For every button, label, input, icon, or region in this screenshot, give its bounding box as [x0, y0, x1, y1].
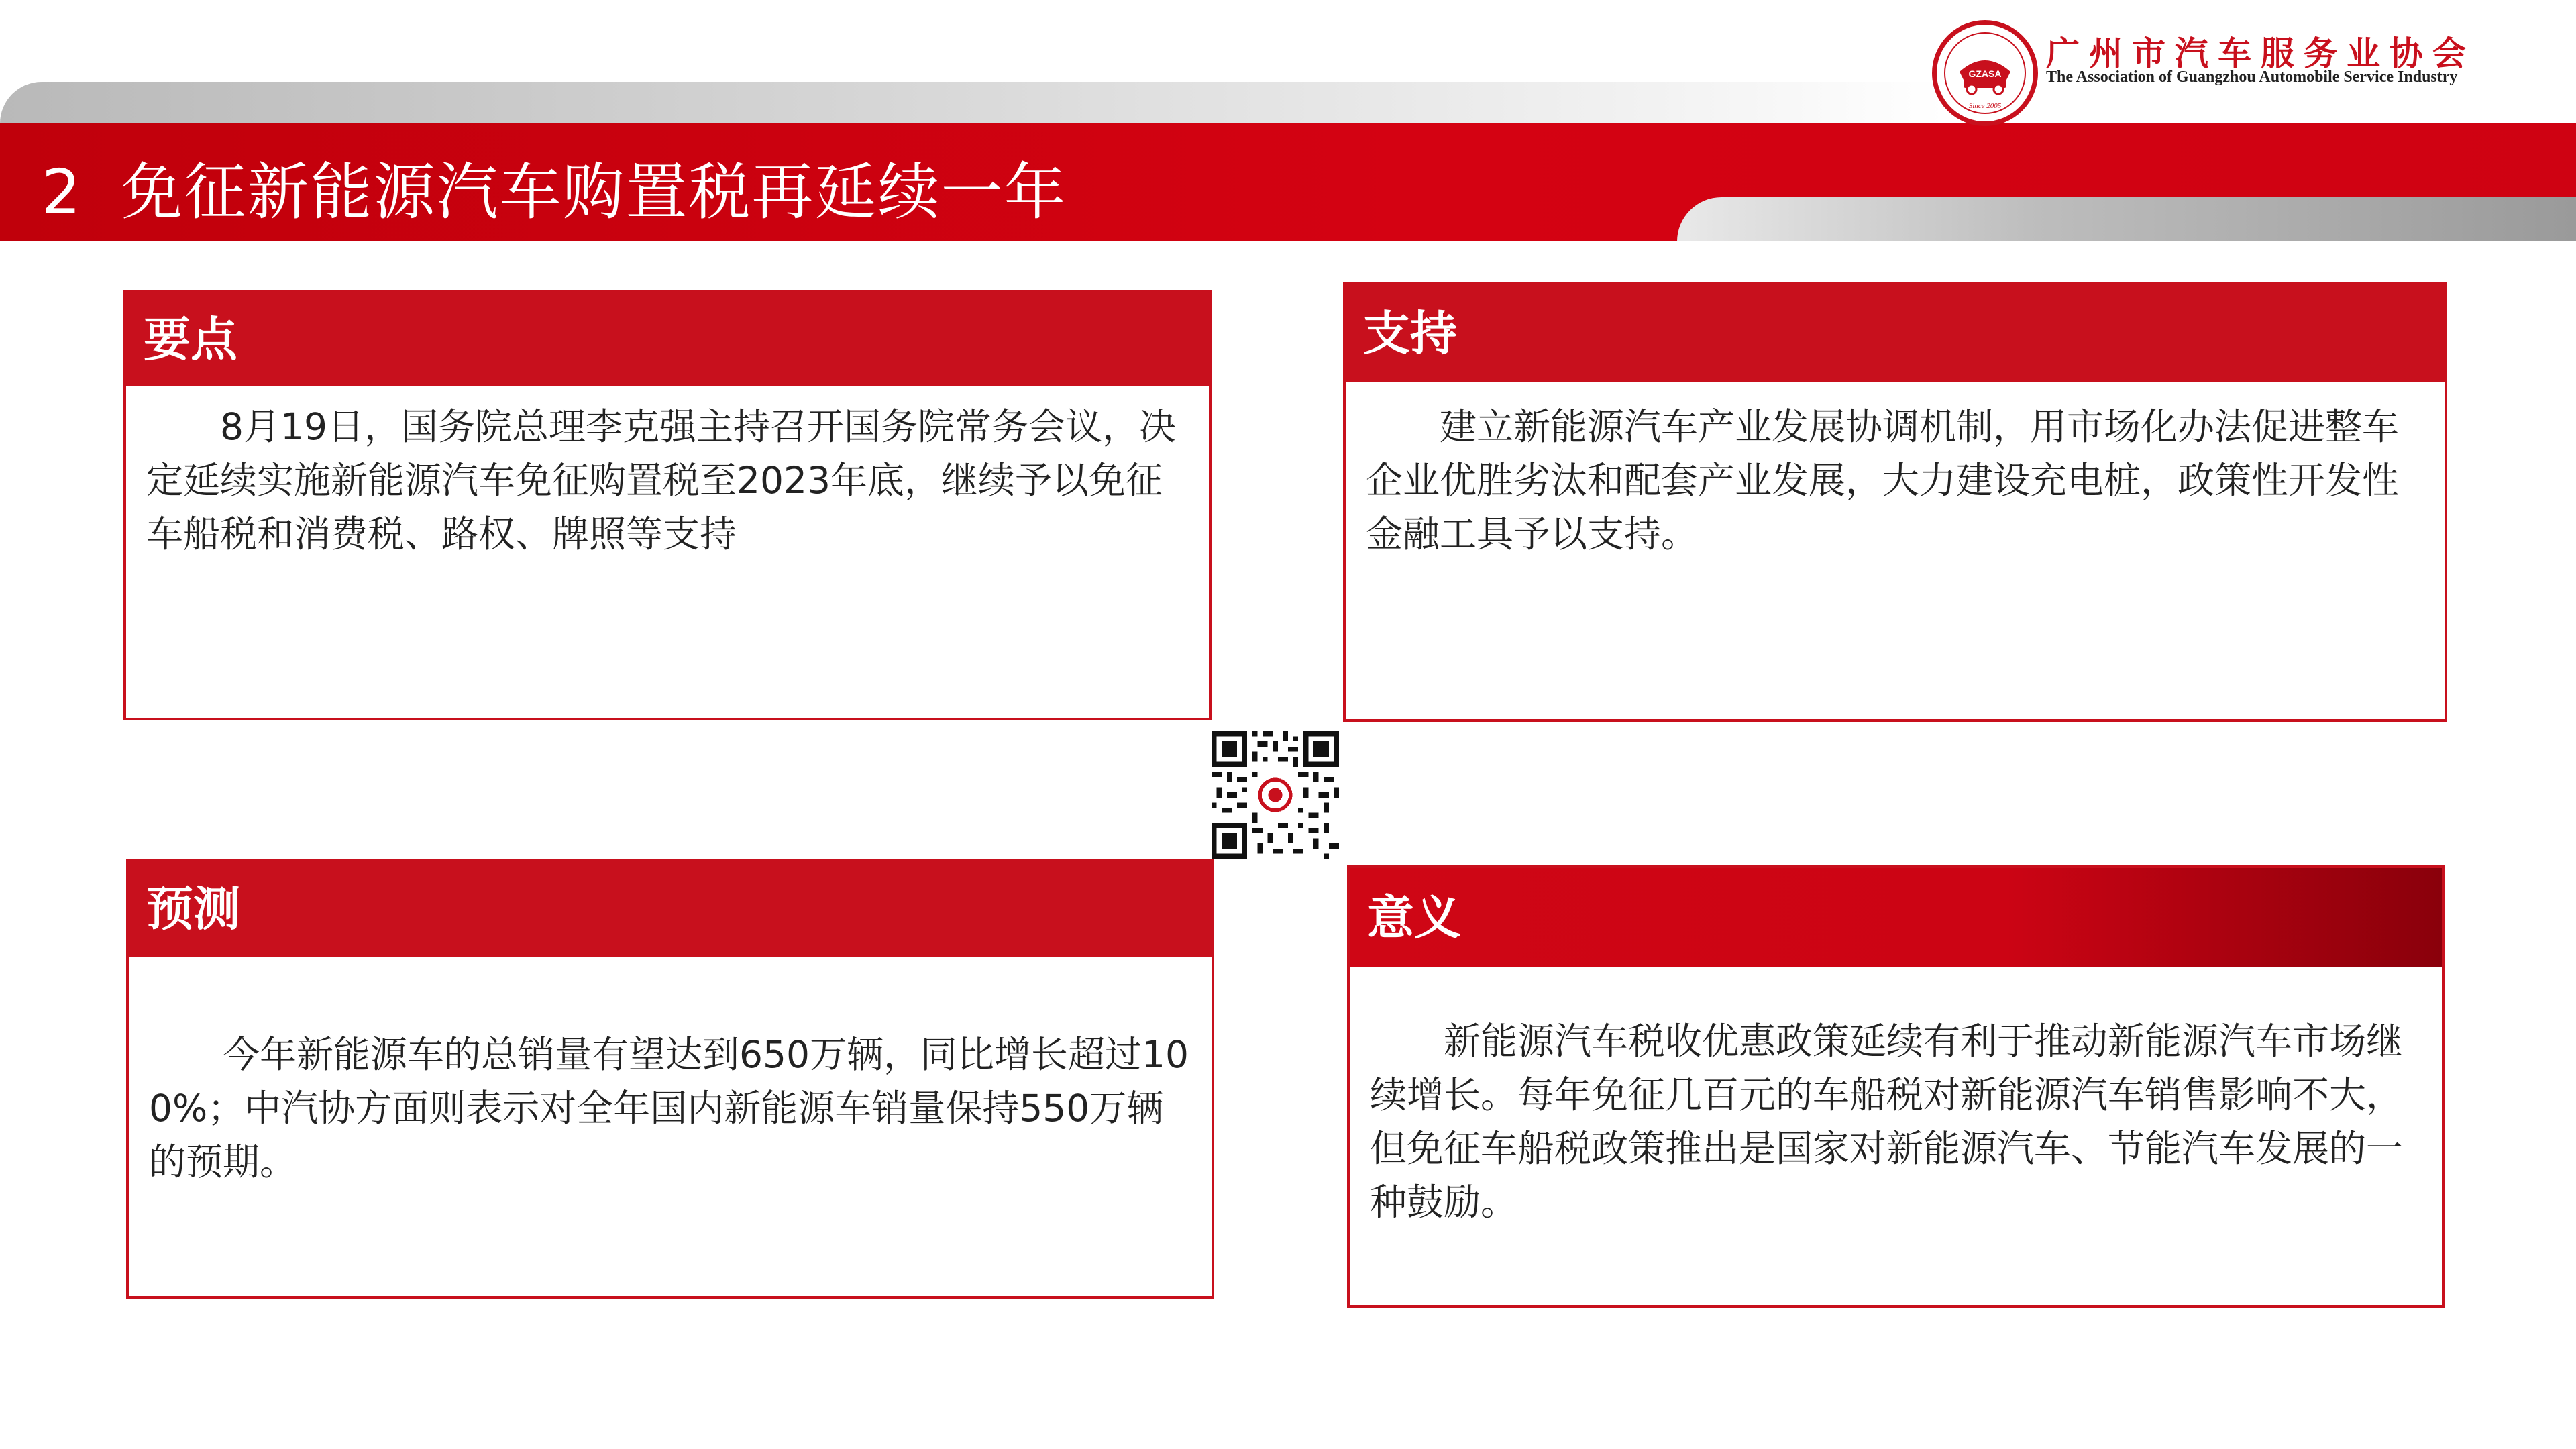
- card-forecast: [126, 859, 1214, 1299]
- card-forecast-heading: 预测: [129, 861, 1212, 957]
- card-support: [1343, 282, 2447, 722]
- card-forecast-text: 今年新能源车的总销量有望达到650万辆，同比增长超过100%；中汽协方面则表示对全年国内新能源车销量保持550万辆的预期。: [149, 1033, 1189, 1183]
- card-significance-heading: 意义: [1350, 868, 2442, 967]
- svg-text:GZASA: GZASA: [1968, 68, 2002, 79]
- association-name-cn: 广州市汽车服务业协会: [2046, 34, 2475, 73]
- association-logo: [1932, 20, 2038, 126]
- card-significance-text: 新能源汽车税收优惠政策延续有利于推动新能源汽车市场继续增长。每年免征几百元的车船税对新能源汽车销售影响不大，但免征车船税政策推出是国家对新能源汽车、节能汽车发展的一种鼓励。: [1370, 1020, 2404, 1224]
- page-title-text: 免征新能源汽车购置税再延续一年: [121, 156, 1067, 228]
- card-significance: [1347, 865, 2445, 1308]
- card-key-points-text: 8月19日，国务院总理李克强主持召开国务院常务会议，决定延续实施新能源汽车免征购置税至2023年底，继续予以免征车船税和消费税、路权、牌照等支持: [146, 405, 1176, 555]
- header-grey-bar: [0, 82, 1945, 123]
- qr-code-icon: [1212, 731, 1339, 859]
- card-support-heading: 支持: [1346, 284, 2445, 382]
- logo-seal-icon: [1937, 25, 2033, 121]
- title-band-fade: [1677, 197, 2576, 241]
- card-support-text: 建立新能源汽车产业发展协调机制，用市场化办法促进整车企业优胜劣汰和配套产业发展，大力建设充电桩，政策性开发性金融工具予以支持。: [1366, 405, 2400, 555]
- card-key-points-heading: 要点: [126, 292, 1209, 386]
- page-title: [42, 142, 1067, 243]
- page-title-number: 2: [42, 156, 83, 228]
- card-key-points: [123, 290, 1212, 720]
- svg-text:Since 2005: Since 2005: [1968, 102, 2002, 110]
- association-name-en: The Association of Guangzhou Automobile Service Industry: [2046, 68, 2458, 86]
